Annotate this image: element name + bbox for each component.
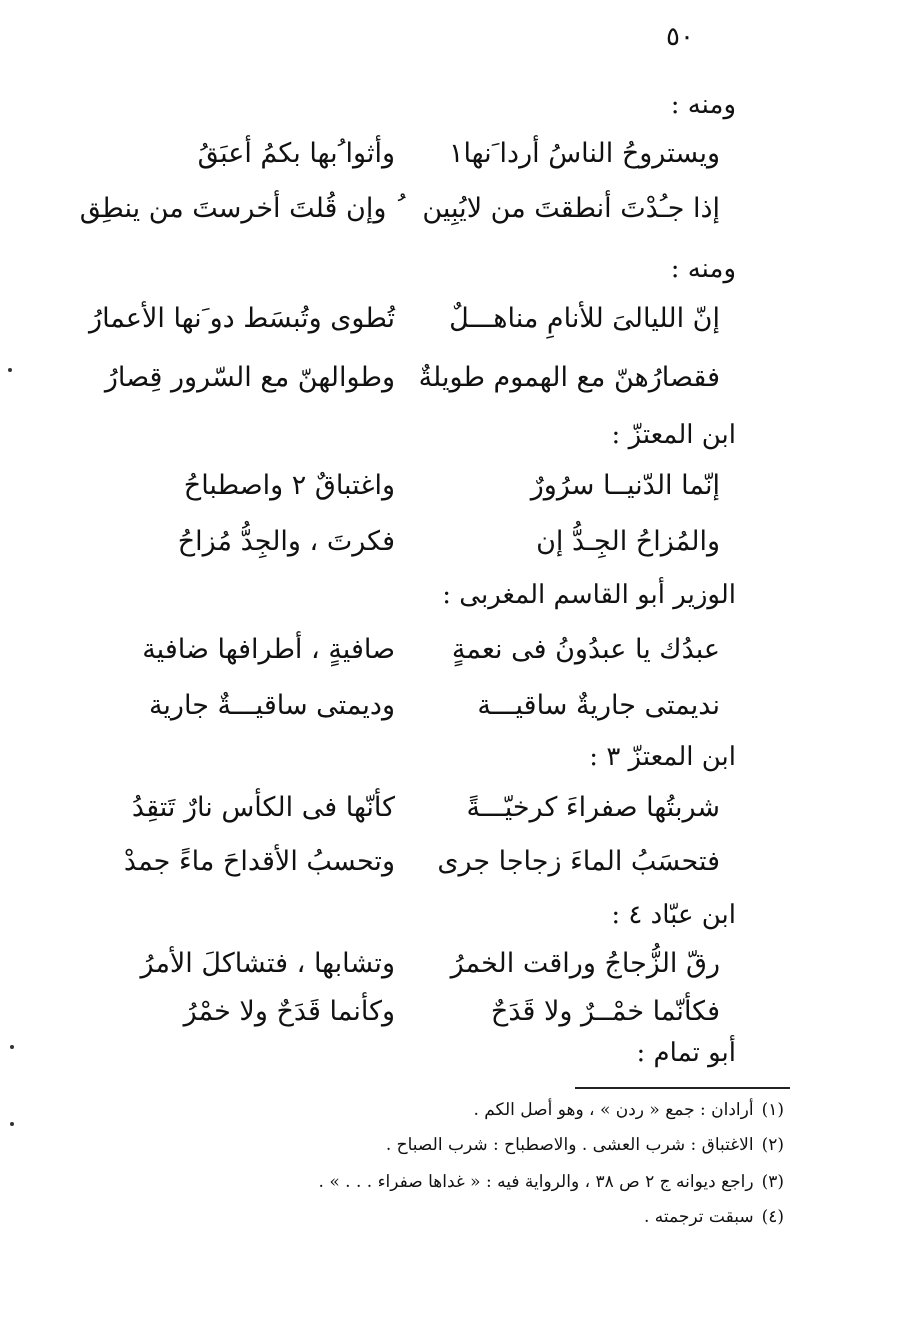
verse-hemistich-left: وتحسبُ الأقداحَ ماءً جمدْ bbox=[123, 846, 395, 877]
footnote bbox=[319, 1172, 784, 1192]
verse-hemistich-left: وطوالهنّ مع السّرور قِصارُ bbox=[104, 362, 395, 393]
verse-hemistich-right: فتحسَبُ الماءَ زجاجا جرى bbox=[437, 846, 720, 877]
footnote-number: (٤) bbox=[761, 1207, 784, 1227]
verse-line bbox=[100, 634, 740, 684]
verse-line bbox=[100, 526, 740, 576]
footnote-text: أرادان : جمع « ردن » ، وهو أصل الكم . bbox=[473, 1100, 754, 1120]
footnote bbox=[386, 1135, 784, 1155]
verse-line bbox=[100, 846, 740, 896]
verse-hemistich-left: وكأنما قَدَحٌ ولا خمْرُ bbox=[183, 996, 395, 1027]
verse-line bbox=[79, 193, 740, 243]
verse-hemistich-left: وديمتى ساقيـــةٌ جارية bbox=[148, 690, 395, 721]
footnote-number: (٣) bbox=[761, 1172, 784, 1192]
section-label: ابن عبّاد ٤ : bbox=[611, 900, 736, 930]
verse-hemistich-right: فكأنّما خمْــرٌ ولا قَدَحٌ bbox=[490, 996, 720, 1027]
footnote bbox=[644, 1207, 784, 1227]
verse-hemistich-left: وتشابها ، فتشاكلَ الأمرُ bbox=[140, 948, 395, 979]
scan-speck bbox=[10, 1122, 14, 1126]
scan-speck bbox=[8, 368, 12, 372]
verse-line bbox=[100, 948, 740, 998]
footnote-number: (١) bbox=[761, 1100, 784, 1120]
section-label: ابن المعتزّ ٣ : bbox=[589, 742, 736, 772]
verse-line bbox=[100, 138, 740, 188]
verse-hemistich-left: ُ وإن قُلتَ أخرستَ من ينطِق bbox=[79, 193, 395, 224]
section-label: ابن المعتزّ : bbox=[611, 420, 736, 450]
verse-hemistich-left: صافيةٍ ، أطرافها ضافية bbox=[142, 634, 395, 665]
page-number: ٥٠ bbox=[666, 22, 694, 52]
verse-line bbox=[89, 303, 740, 353]
section-label: ومنه : bbox=[670, 254, 736, 284]
verse-hemistich-right: عبدُك يا عبدُونُ فى نعمةٍ bbox=[451, 634, 720, 665]
scan-speck bbox=[10, 1045, 14, 1049]
verse-hemistich-right: إنّما الدّنيــا سرُورٌ bbox=[530, 470, 720, 501]
section-label: الوزير أبو القاسم المغربى : bbox=[442, 580, 736, 610]
verse-line bbox=[100, 362, 740, 412]
footnote-text: سبقت ترجمته . bbox=[644, 1207, 754, 1227]
verse-hemistich-right: فقصارُهنّ مع الهموم طويلةٌ bbox=[418, 362, 720, 393]
footnote-rule bbox=[575, 1087, 790, 1089]
verse-hemistich-right: نديمتى جاريةٌ ساقيـــة bbox=[477, 690, 720, 721]
verse-hemistich-left: فكرتَ ، والجِدُّ مُزاحُ bbox=[177, 526, 395, 557]
verse-hemistich-left: وأثوا ُبها بكمُ أعبَقُ bbox=[197, 138, 395, 169]
section-label: أبو تمام : bbox=[636, 1038, 736, 1068]
verse-line bbox=[100, 470, 740, 520]
verse-hemistich-right: رقّ الزُّجاجُ وراقت الخمرُ bbox=[450, 948, 720, 979]
verse-hemistich-right: إذا جـُدْتَ أنطقتَ من لايُبِين bbox=[422, 193, 720, 224]
footnote bbox=[473, 1100, 784, 1120]
footnote-number: (٢) bbox=[761, 1135, 784, 1155]
verse-hemistich-right: والمُزاحُ الجِـدُّ إن bbox=[536, 526, 720, 557]
verse-line bbox=[100, 792, 740, 842]
verse-hemistich-right: ويستروحُ الناسُ أردا َنها١ bbox=[448, 138, 720, 169]
section-label: ومنه : bbox=[670, 90, 736, 120]
footnote-text: راجع ديوانه ج ٢ ص ٣٨ ، والرواية فيه : « غداها صفراء . . . » . bbox=[318, 1172, 754, 1192]
verse-hemistich-left: تُطوى وتُبسَط دو َنها الأعمارُ bbox=[89, 303, 395, 334]
footnote-text: الاغتباق : شرب العشى . والاصطباح : شرب الصباح . bbox=[385, 1135, 754, 1155]
verse-hemistich-right: إنّ الليالىَ للأنامِ مناهـــلٌ bbox=[449, 303, 720, 334]
verse-hemistich-left: واغتباقٌ ٢ واصطباحُ bbox=[183, 470, 395, 501]
verse-line bbox=[100, 690, 740, 740]
verse-hemistich-left: كأنّها فى الكأس نارٌ تَتقِدُ bbox=[131, 792, 395, 823]
verse-hemistich-right: شربتُها صفراءَ كرخيّـــةً bbox=[466, 792, 720, 823]
